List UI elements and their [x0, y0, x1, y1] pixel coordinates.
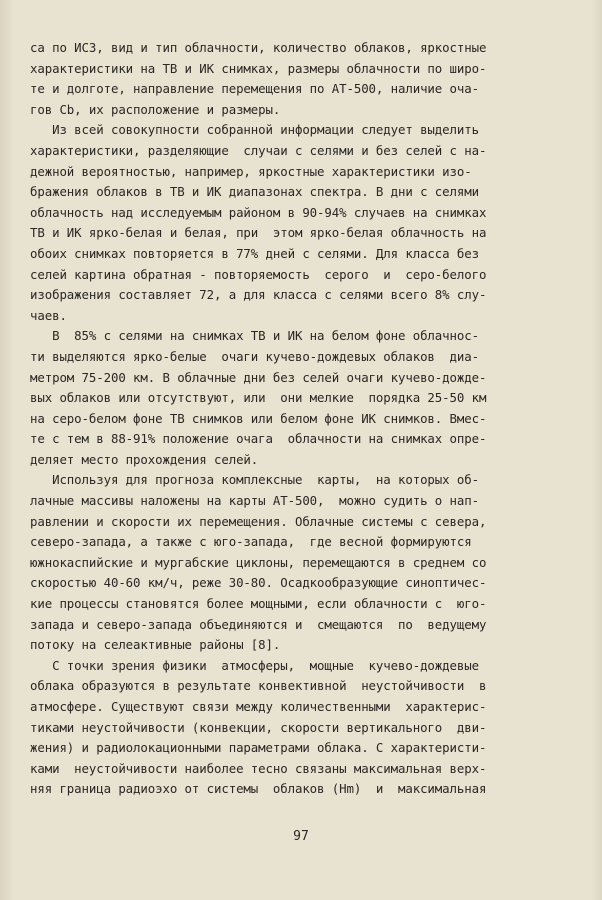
text-line: южнокаспийские и мургабские циклоны, перемещаются в среднем со — [30, 554, 487, 570]
text-line: дежной вероятностью, например, яркостные характеристики изо- — [30, 163, 472, 179]
text-line: В 85% с селями на снимках ТВ и ИК на белом фоне облачнос- — [30, 328, 479, 344]
text-line: няя граница радиоэхо от системы облаков (Hm) и максимальная — [30, 781, 487, 797]
text-line: тиками неустойчивости (конвекции, скорости вертикального дви- — [30, 719, 487, 735]
text-line: бражения облаков в ТВ и ИК диапазонах спектра. В дни с селями — [30, 184, 479, 200]
text-line: жения) и радиолокационными параметрами облака. С характеристи- — [30, 740, 487, 756]
text-line: потоку на селеактивные районы [8]. — [30, 637, 281, 653]
text-line: запада и северо-запада объединяются и смещаются по ведущему — [30, 616, 487, 632]
text-line: атмосфере. Существуют связи между количественными характерис- — [30, 699, 487, 714]
text-line: те с тем в 88-91% положение очага облачности на снимках опре- — [30, 431, 487, 447]
text-line: вых облаков или отсутствуют, или они мелкие порядка 25-50 км — [30, 390, 487, 406]
text-line: Из всей совокупности собранной информации следует выделить — [30, 122, 479, 138]
text-line: скоростью 40-60 км/ч, реже 30-80. Осадкообразующие синоптичес- — [30, 575, 487, 591]
text-line: С точки зрения физики атмосферы, мощные кучево-дождевые — [30, 657, 479, 673]
text-line: гов Сb, их расположение и размеры. — [30, 101, 281, 117]
text-line: характеристики, разделяющие случаи с селями и без селей с на- — [30, 142, 487, 158]
text-line: равлении и скорости их перемещения. Облачные системы с севера, — [30, 513, 487, 529]
text-line: са по ИСЗ, вид и тип облачности, количество облаков, яркостные — [30, 40, 487, 55]
text-line: на серо-белом фоне ТВ снимков или белом фоне ИК снимков. Вмес- — [30, 410, 487, 426]
text-line: чаев. — [30, 307, 67, 323]
text-line: Используя для прогноза комплексные карты, на которых об- — [30, 472, 479, 488]
text-line: облачность над исследуемым районом в 90-94% случаев на снимках — [30, 204, 487, 220]
text-line: обоих снимках повторяется в 77% дней с селями. Для класса без — [30, 245, 479, 261]
text-line: ками неустойчивости наиболее тесно связаны максимальная верх- — [30, 760, 487, 776]
text-line: те и долготе, направление перемещения по АТ-500, наличие оча- — [30, 81, 479, 97]
body-text — [30, 38, 578, 800]
text-line: лачные массивы наложены на карты АТ-500, можно судить о нап- — [30, 493, 479, 509]
text-line: метром 75-200 км. В облачные дни без селей очаги кучево-дожде- — [30, 369, 487, 385]
text-line: облака образуются в результате конвективной неустойчивости в — [30, 678, 487, 694]
text-line: кие процессы становятся более мощными, если облачности с юго- — [30, 596, 487, 612]
text-line: деляет место прохождения селей. — [30, 451, 259, 467]
text-line: ТВ и ИК ярко-белая и белая, при этом ярко-белая облачность на — [30, 225, 487, 241]
text-line: изображения составляет 72, а для класса с селями всего 8% слу- — [30, 287, 487, 303]
text-line: северо-запада, а также с юго-запада, где весной формируются — [30, 534, 472, 550]
text-line: характеристики на ТВ и ИК снимках, размеры облачности по широ- — [30, 60, 487, 76]
text-line: селей картина обратная - повторяемость серого и серо-белого — [30, 266, 487, 282]
page-number: 97 — [293, 829, 309, 844]
text-line: ти выделяются ярко-белые очаги кучево-дождевых облаков диа- — [30, 348, 479, 364]
